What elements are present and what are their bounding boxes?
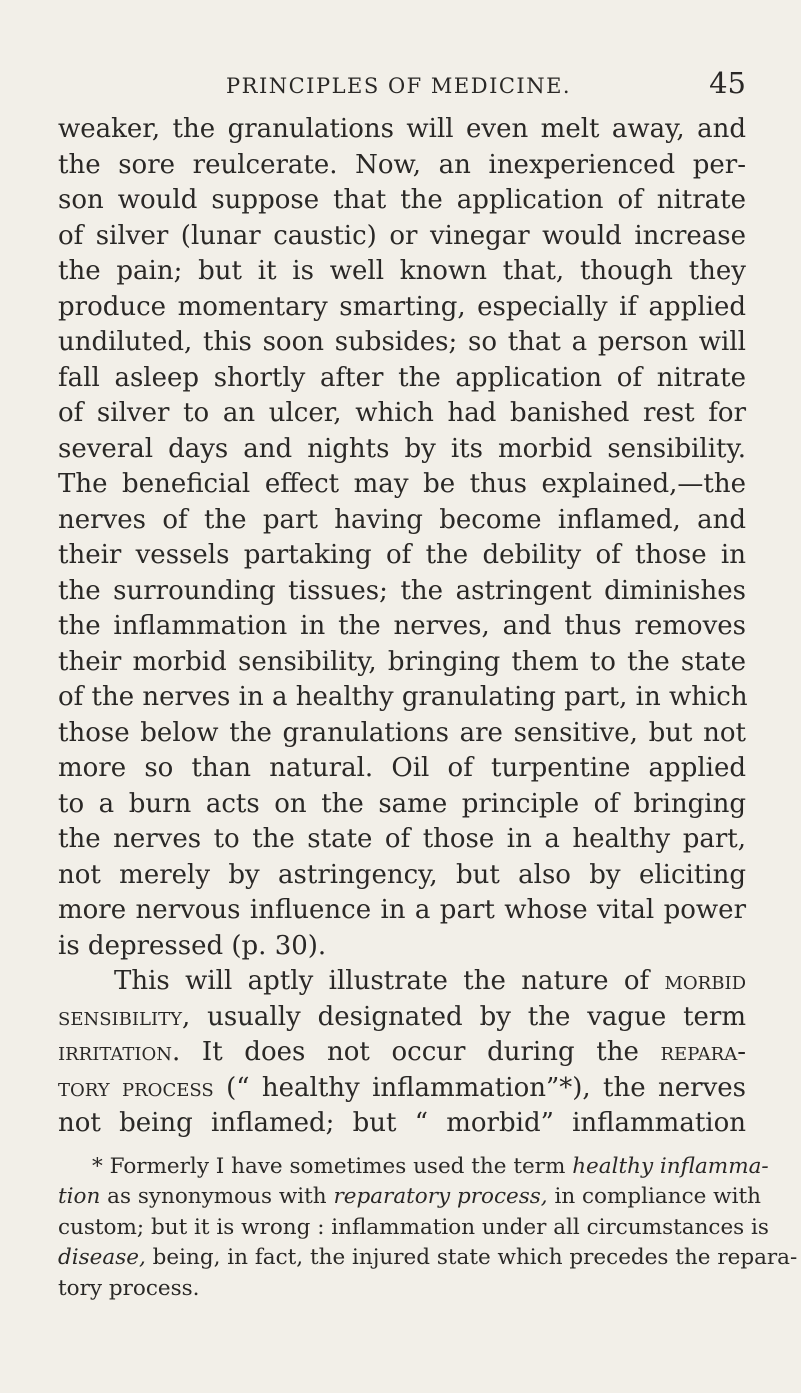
text-line: the inflammation in the nerves, and thus removes <box>58 611 746 641</box>
text-run: . It does not occur during the <box>172 1037 661 1067</box>
footnote-line <box>58 1243 798 1274</box>
text-line: of silver (lunar caustic) or vinegar would increase <box>58 220 746 251</box>
text-line: of silver to an ulcer, which had banished rest for <box>58 398 746 428</box>
footnote-line: custom; but it is wrong : inflammation under all circumstances is <box>58 1214 769 1240</box>
italic-term: reparatory process, <box>333 1184 548 1209</box>
footnote-line: tory process. <box>58 1275 200 1301</box>
italic-term: tion <box>58 1184 101 1209</box>
footnote-line <box>58 1152 769 1183</box>
text-line: more nervous influence in a part whose vital power <box>58 895 746 925</box>
text-line: several days and nights by its morbid sensibility. <box>58 433 746 464</box>
text-line: to a burn acts on the same principle of bringing <box>58 788 746 819</box>
text-run: as synonymous with <box>100 1184 334 1209</box>
text-line: not being inflamed; but “ morbid” inflammation <box>58 1108 746 1138</box>
text-line: undiluted, this soon subsides; so that a person will <box>58 327 746 357</box>
text-run: This will aptly illustrate the nature of <box>114 966 665 996</box>
text-line <box>58 1035 746 1071</box>
text-line: weaker, the granulations will even melt away, and <box>58 114 746 144</box>
text-line: not merely by astringency, but also by eliciting <box>58 859 746 890</box>
small-caps-term: repara- <box>660 1037 746 1067</box>
footnote <box>58 1152 798 1305</box>
text-line: The beneficial effect may be thus explained,—the <box>58 469 746 499</box>
text-line: their morbid sensibility, bringing them to the state <box>58 646 746 677</box>
footnote-line <box>58 1182 761 1213</box>
text-line: those below the granulations are sensitive, but not <box>58 717 746 748</box>
text-line: the nerves to the state of those in a healthy part, <box>58 824 746 854</box>
text-line: nerves of the part having become inflamed, and <box>58 504 746 535</box>
text-line <box>58 1071 746 1107</box>
text-line: of the nerves in a healthy granulating part, in which <box>58 682 748 712</box>
small-caps-term: sensibility <box>58 1001 182 1032</box>
text-line: is depressed (p. 30). <box>58 930 327 961</box>
page-number: 45 <box>709 66 746 100</box>
text-run: * Formerly I have sometimes used the term <box>92 1153 573 1179</box>
running-header <box>58 60 746 112</box>
text-line <box>58 1000 746 1036</box>
text-line: fall asleep shortly after the application of nitrate <box>58 362 746 393</box>
italic-term: healthy inflamma- <box>572 1153 769 1179</box>
text-line: the sore reulcerate. Now, an inexperienced per- <box>58 149 746 180</box>
text-line: more so than natural. Oil of turpentine applied <box>58 753 746 783</box>
running-title: PRINCIPLES OF MEDICINE. <box>226 74 572 98</box>
italic-term: disease, <box>58 1245 146 1270</box>
body-text <box>58 112 746 1142</box>
text-line: their vessels partaking of the debility of those in <box>58 540 746 570</box>
text-run: , usually designated by the vague term <box>181 1001 746 1032</box>
text-run: (“ healthy inflammation”*), the nerves <box>213 1072 746 1103</box>
text-line: produce momentary smarting, especially if applied <box>58 291 746 322</box>
small-caps-term: morbid <box>664 966 746 996</box>
text-line: the pain; but it is well known that, though they <box>58 256 746 286</box>
text-line: the surrounding tissues; the astringent diminishes <box>58 575 746 606</box>
text-line <box>58 964 746 1000</box>
book-page <box>58 60 798 1304</box>
small-caps-term: irritation <box>58 1037 172 1067</box>
small-caps-term: tory process <box>58 1072 214 1103</box>
text-run: in compliance with <box>547 1184 761 1209</box>
text-line: son would suppose that the application of nitrate <box>58 185 746 215</box>
text-run: being, in fact, the injured state which precedes the repara- <box>145 1245 798 1270</box>
